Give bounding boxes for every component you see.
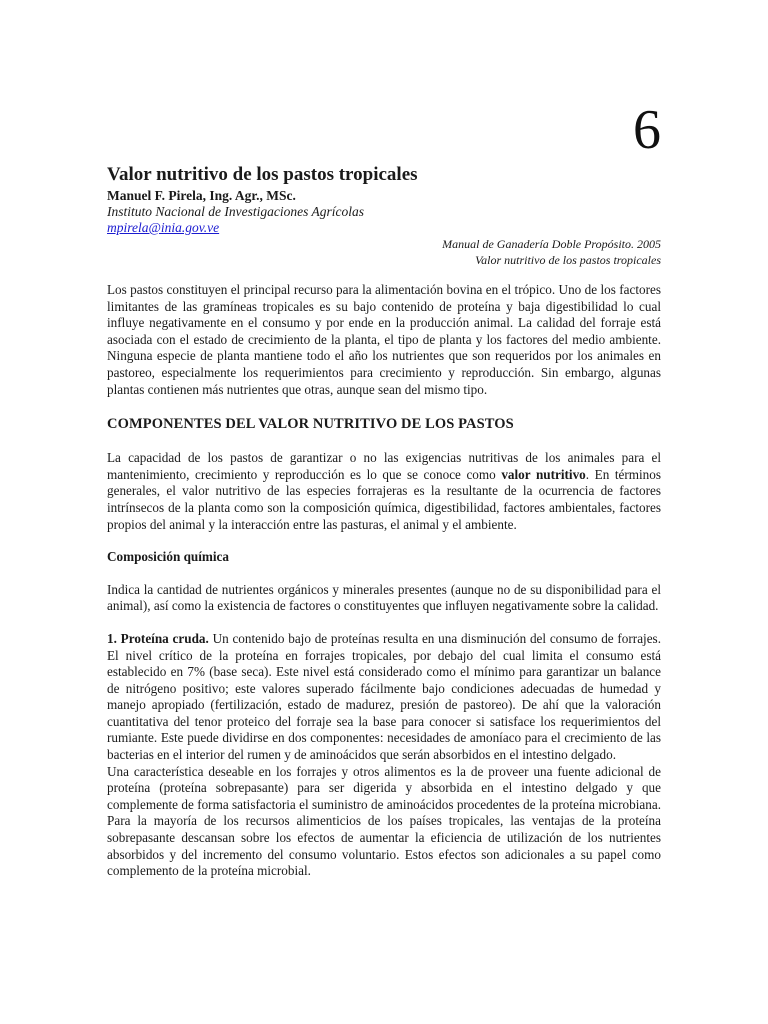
document-title: Valor nutritivo de los pastos tropicales [107, 164, 418, 185]
protein-label: 1. Proteína cruda. [107, 630, 209, 646]
protein-text: Un contenido bajo de proteínas resulta en una disminución del consumo de forrajes. El nivel crítico de la proteína en forrajes tropicales, por debajo del cual limita el consumo está establecido en 7% (base seca). Este nivel está considerado como el mínimo para garantizar un balance de nitrógeno positivo; este valores superado fácilmente bajo condiciones adecuadas de humedad y manejo apropiado (fertilización, estado de madurez, presión de pastoreo). De ahí que la valoración cuantitativa del tenor proteico del forraje sea la base para conocer si satisface los requerimientos del rumiante. Este puede dividirse en dos componentes: necesidades de amoníaco para el crecimiento de las bacterias en el interior del rumen y de aminoácidos que serán absorbidos en el intestino delgado. [107, 630, 661, 763]
section-paragraph [107, 450, 661, 533]
reference-line-manual: Manual de Ganadería Doble Propósito. 2005 [442, 237, 661, 251]
publication-reference [442, 236, 661, 268]
document-body [107, 282, 661, 880]
author-email-link[interactable]: mpirela@inia.gov.ve [107, 220, 220, 235]
bold-term: valor nutritivo [501, 466, 586, 482]
composition-paragraph: Indica la cantidad de nutrientes orgánicos y minerales presentes (aunque no de su disponibilidad para el animal), así como la existencia de factores o constituyentes que influyen negativamente sobre la calidad. [107, 581, 661, 614]
bypass-protein-paragraph: Una característica deseable en los forrajes y otros alimentos es la de proveer una fuente adicional de proteína (proteína sobrepasante) para ser digerida y absorbida en el intestino delgado y que complemente de forma satisfactoria el suministro de aminoácidos procedentes de la proteína microbiana. Para la mayoría de los recursos alimenticios de los países tropicales, las ventajas de la proteína sobrepasante descansan sobre los efectos de aumentar la eficiencia de utilización de los nutrientes absorbidos y del incremento del consumo voluntario. Estos efectos son adicionales a su papel como complemento de la proteína microbial. [107, 763, 661, 879]
text-run: . En términos generales, el valor nutritivo de las especies forrajeras es la resultante de la ocurrencia de factores intrínsecos de la planta como son la composición química, digestibilidad, factores ambientales, factores propios del animal y la interacción entre las pasturas, el animal y el ambiente. [107, 466, 661, 532]
reference-line-chapter: Valor nutritivo de los pastos tropicales [475, 253, 661, 267]
chapter-number: 6 [633, 99, 661, 161]
protein-paragraph [107, 631, 661, 764]
section-heading: COMPONENTES DEL VALOR NUTRITIVO DE LOS PASTOS [107, 416, 514, 433]
text-run: La capacidad de los pastos de garantizar o no las exigencias nutritivas de los animales para el mantenimiento, crecimiento y reproducción es lo que se conoce como [107, 450, 661, 482]
author-institute: Instituto Nacional de Investigaciones Agrícolas [107, 204, 364, 219]
subsection-heading: Composición química [107, 549, 229, 565]
author-name: Manuel F. Pirela, Ing. Agr., MSc. [107, 188, 296, 203]
intro-paragraph: Los pastos constituyen el principal recurso para la alimentación bovina en el trópico. Uno de los factores limitantes de las gramíneas tropicales es su bajo contenido de proteína y baja digestibilidad lo cual influye negativamente en el consumo y por ende en la producción animal. La calidad del forraje está asociada con el estado de crecimiento de la planta, el tipo de planta y los factores del medio ambiente. Ninguna especie de planta mantiene todo el año los nutrientes que son requeridos por los animales en pastoreo, especialmente los requerimientos para crecimiento y reproducción. Sin embargo, algunas plantas contienen más nutrientes que otras, aunque sean del mismo tipo. [107, 282, 661, 397]
